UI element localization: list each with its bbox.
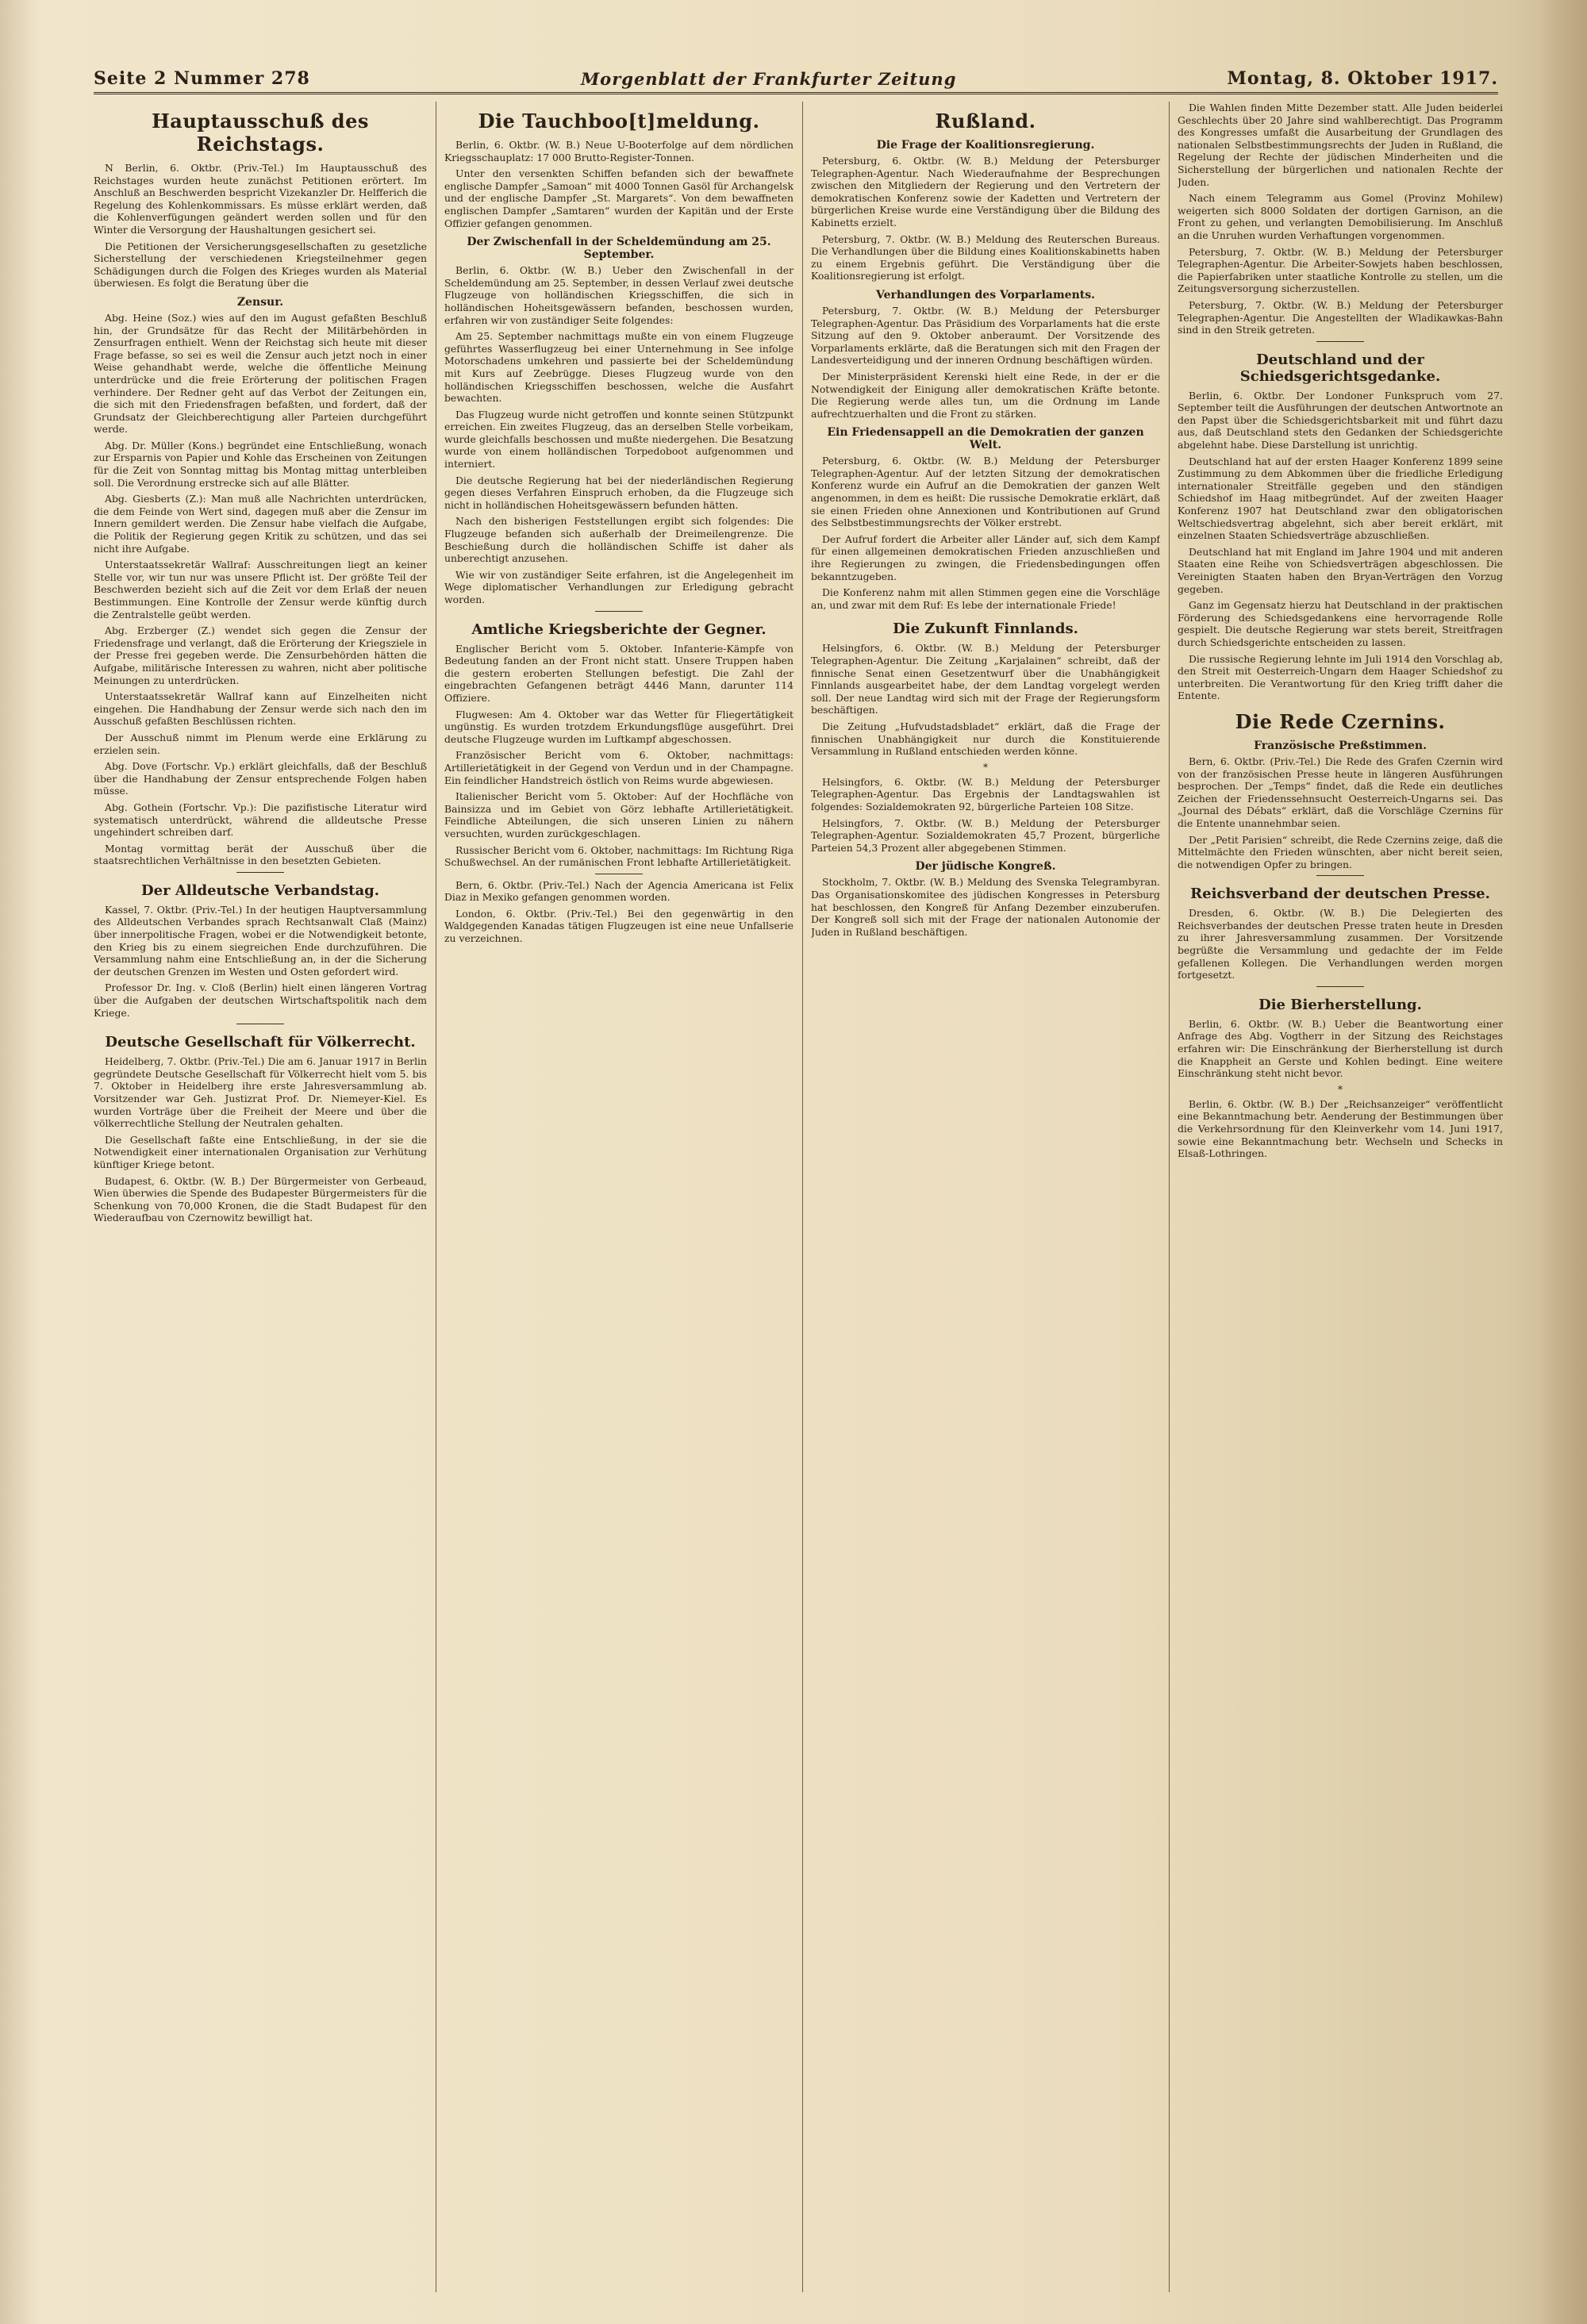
article-paragraph: London, 6. Oktbr. (Priv.-Tel.) Bei den gegenwärtig in den Waldgegenden Kanadas tätigen Flugzeugen ist eine neue Unfallserie zu verzeichnen. [444, 907, 794, 945]
article-paragraph: Petersburg, 7. Oktbr. (W. B.) Meldung des Reuterschen Bureaus. Die Verhandlungen über die Bildung eines Koalitionskabinetts haben zu einem Ergebnis geführt. Die Verständigung über die Koalitionsregierung ist erfolgt. [811, 232, 1160, 282]
article-paragraph: Helsingfors, 7. Oktbr. (W. B.) Meldung der Petersburger Telegraphen-Agentur. Sozialdemokraten 45,7 Prozent, bürgerliche Parteien 54,3 Prozent aller abgegebenen Stimmen. [811, 816, 1160, 854]
section-subheading: Die Frage der Koalitionsregierung. [876, 139, 1095, 152]
article-paragraph: Die Zeitung „Hufvudstadsbladet“ erklärt, daß die Frage der finnischen Unabhängigkeit nur durch die Konstituierende Versammlung in Rußland entschieden werden könne. [811, 720, 1160, 758]
article-paragraph: Die Konferenz nahm mit allen Stimmen gegen eine die Vorschläge an, und zwar mit dem Ruf: Es lebe der internationale Friede! [811, 586, 1160, 611]
article-headline: Die Tauchboo[t]meldung. [478, 109, 760, 133]
page-shadow-right [1539, 0, 1587, 2324]
article-paragraph: Unterstaatssekretär Wallraf: Ausschreitungen liegt an keiner Stelle vor, wir tun nur was unsere Pflicht ist. Der größte Teil der Beschwerden bezieht sich auf die Zeit vor dem Erlaß der neuen Bestimmungen. Eine Kontrolle der Zensur werde künftig durch die Zentralstelle geübt werden. [94, 559, 427, 620]
section-subheading: Verhandlungen des Vorparlaments. [876, 288, 1095, 302]
section-ornament: * [983, 761, 988, 773]
article-paragraph: Unterstaatssekretär Wallraf kann auf Einzelheiten nicht eingehen. Die Handhabung der Zensur werde sich nach den im Ausschuß gefaßten Beschlüssen richten. [94, 690, 427, 728]
article-paragraph: N Berlin, 6. Oktbr. (Priv.-Tel.) Im Hauptausschuß des Reichstages wurden heute zunächst Petitionen erörtert. Im Anschluß an Beschwerden bespricht Vizekanzler Dr. Helfferich die Regelung des Kohlenkommissars. Es müsse erklärt werden, daß die Kohlenverfügungen geändert werden sollen und für den Winter die Versorgung der Haushaltungen gesichert sei. [94, 162, 427, 236]
page-shadow-left [0, 0, 40, 2324]
column-4 [1178, 102, 1503, 2300]
section-subheading: Der Zwischenfall in der Scheldemündung am 25. September. [467, 236, 771, 262]
section-subheading: Ein Friedensappell an die Demokratien der ganzen Welt. [827, 426, 1144, 452]
article-paragraph: Nach den bisherigen Feststellungen ergibt sich folgendes: Die Flugzeuge befanden sich außerhalb der Dreimeilengrenze. Die Beschießung durch die holländischen Schiffe ist daher als unberechtigt anzusehen. [444, 515, 794, 565]
article-headline: Die Bierherstellung. [1258, 996, 1422, 1013]
article-headline: Reichsverband der deutschen Presse. [1190, 885, 1490, 903]
article-headline: Deutsche Gesellschaft für Völkerrecht. [105, 1034, 416, 1051]
article-headline: Hauptausschuß des Reichstags. [152, 109, 369, 156]
article-paragraph: Berlin, 6. Oktbr. (W. B.) Neue U-Booterfolge auf dem nördlichen Kriegsschauplatz: 17 000 Brutto-Register-Tonnen. [444, 139, 794, 163]
divider [1316, 986, 1364, 987]
article-paragraph: Helsingfors, 6. Oktbr. (W. B.) Meldung der Petersburger Telegraphen-Agentur. Die Zeitung „Karjalainen“ schreibt, daß der finnische Senat einen Gesetzentwurf über die Unabhängigkeit Finnlands ausgearbeitet habe, der dem Landtag vorgelegt werden soll. Der neue Landtag wird sich mit der Frage der Regierungsform beschäftigen. [811, 642, 1160, 716]
divider [595, 611, 643, 612]
article-paragraph: Professor Dr. Ing. v. Cloß (Berlin) hielt einen längeren Vortrag über die Aufgaben der deutschen Wirtschaftspolitik nach dem Kriege. [94, 981, 427, 1019]
article-paragraph: Abg. Gothein (Fortschr. Vp.): Die pazifistische Literatur wird systematisch unterdrückt, während die alldeutsche Presse ungehindert schreiben darf. [94, 801, 427, 839]
column-2 [444, 102, 794, 2300]
article-paragraph: Stockholm, 7. Oktbr. (W. B.) Meldung des Svenska Telegrambyran. Das Organisationskomitee des jüdischen Kongresses in Petersburg hat beschlossen, den Kongreß für Anfang Dezember einzuberufen. Der Kongreß soll sich mit der Frage der nationalen Autonomie der Juden in Rußland beschäftigen. [811, 876, 1160, 938]
article-paragraph: Französischer Bericht vom 6. Oktober, nachmittags: Artillerietätigkeit in der Gegend von Verdun und in der Champagne. Ein feindlicher Handstreich östlich von Reims wurde abgewiesen. [444, 749, 794, 786]
article-paragraph: Heidelberg, 7. Oktbr. (Priv.-Tel.) Die am 6. Januar 1917 in Berlin gegründete Deutsche Gesellschaft für Völkerrecht hielt vom 5. bis 7. Oktober in Heidelberg ihre erste Jahresversammlung ab. Vorsitzender war Geh. Justizrat Prof. Dr. Niemeyer-Kiel. Es wurden Vorträge über die Freiheit der Meere und über die völkerrechtliche Stellung der Neutralen gehalten. [94, 1055, 427, 1130]
article-headline: Der Alldeutsche Verbandstag. [141, 882, 379, 899]
column-rule [1169, 102, 1170, 2292]
article-paragraph: Die Petitionen der Versicherungsgesellschaften zu gesetzliche Sicherstellung der verschiedenen Kriegsteilnehmer gegen Schädigungen durch die Folgen des Krieges wurden als Material überwiesen. Es folgt die Beratung über die [94, 240, 427, 290]
column-rule [802, 102, 803, 2292]
section-subheading: Französische Preßstimmen. [1254, 739, 1427, 752]
section-ornament: * [1338, 1083, 1343, 1095]
article-paragraph: Der Ministerpräsident Kerenski hielt eine Rede, in der er die Notwendigkeit der Einigung aller demokratischen Kräfte betonte. Die Regierung werde alles tun, um die Ordnung im Lande aufrechtzuerhalten und die Front zu stärken. [811, 370, 1160, 420]
article-paragraph: Das Flugzeug wurde nicht getroffen und konnte seinen Stützpunkt erreichen. Ein zweites Flugzeug, das an derselben Stelle vorbeikam, wurde gleichfalls beschossen und mußte niedergehen. Die Besatzung wurde von einem holländischen Torpedoboot aufgenommen und interniert. [444, 408, 794, 471]
issue-date: Montag, 8. Oktober 1917. [1227, 68, 1498, 89]
article-paragraph: Abg. Dove (Fortschr. Vp.) erklärt gleichfalls, daß der Beschluß über die Handhabung der Zensur entsprechende Folgen haben müsse. [94, 760, 427, 797]
article-paragraph: Der Ausschuß nimmt im Plenum werde eine Erklärung zu erzielen sein. [94, 731, 427, 756]
article-paragraph: Ganz im Gegensatz hierzu hat Deutschland in der praktischen Förderung des Schiedsgedankens eine hervorragende Rolle gespielt. Die deutsche Regierung war stets bereit, Streitfragen durch Schiedsgerichte entscheiden zu lassen. [1178, 599, 1503, 648]
article-paragraph: Petersburg, 6. Oktbr. (W. B.) Meldung der Petersburger Telegraphen-Agentur. Auf der letzten Sitzung der demokratischen Konferenz wurde ein Aufruf an die Demokratien der ganzen Welt angenommen, in dem es heißt: Die russische Demokratie erklärt, daß sie einen Frieden ohne Annexionen und Kontributionen auf Grund des Selbstbestimmungsrechts der Völker erstrebt. [811, 455, 1160, 529]
article-paragraph: Die russische Regierung lehnte im Juli 1914 den Vorschlag ab, den Streit mit Oesterreich-Ungarn dem Haager Schiedshof zu unterbreiten. Die Verantwortung für den Krieg trifft daher die Entente. [1178, 652, 1503, 702]
article-paragraph: Berlin, 6. Oktbr. (W. B.) Der „Reichsanzeiger“ veröffentlicht eine Bekanntmachung betr. Aenderung der Bestimmungen über die Verkehrsordnung für den Kleinverkehr vom 14. Juni 1917, sowie eine Bekanntmachung betr. Wechseln und Schecks in Elsaß-Lothringen. [1178, 1097, 1503, 1160]
article-paragraph: Der Aufruf fordert die Arbeiter aller Länder auf, sich dem Kampf für einen allgemeinen demokratischen Frieden anzuschließen und ihre Regierungen zu zwingen, die Friedensbedingungen offen bekanntzugeben. [811, 532, 1160, 582]
article-paragraph: Bern, 6. Oktbr. (Priv.-Tel.) Die Rede des Grafen Czernin wird von der französischen Presse heute in längeren Ausführungen besprochen. Der „Temps“ findet, daß die Rede ein deutliches Zeichen der Friedenssehnsucht Oesterreich-Ungarns sei. Das „Journal des Débats“ erklärt, daß die Vorschläge Czernins für die Entente unannehmbar seien. [1178, 755, 1503, 829]
article-paragraph: Kassel, 7. Oktbr. (Priv.-Tel.) In der heutigen Hauptversammlung des Alldeutschen Verbandes sprach Rechtsanwalt Claß (Mainz) über innerpolitische Fragen, wobei er die Notwendigkeit betonte, den Krieg bis zu einem siegreichen Ende durchzuführen. Die Versammlung nahm eine Entschließung an, in der die Sicherung der deutschen Grenzen im Westen und Osten gefordert wird. [94, 903, 427, 978]
column-3 [811, 102, 1160, 2300]
article-paragraph: Nach einem Telegramm aus Gomel (Provinz Mohilew) weigerten sich 8000 Soldaten der dortigen Garnison, an die Front zu gehen, und verlangten Demobilisierung. Im Anschluß an die Unruhen wurden Verhaftungen vorgenommen. [1178, 192, 1503, 241]
article-paragraph: Die Wahlen finden Mitte Dezember statt. Alle Juden beiderlei Geschlechts über 20 Jahre sind wahlberechtigt. Das Programm des Kongresses umfaßt die Ausarbeitung der Grundlagen des nationalen Selbstbestimmungsrechts der Juden in Rußland, die Regelung der Rechte der jüdischen Minderheiten und die Sicherstellung der bürgerlichen und nationalen Rechte der Juden. [1178, 102, 1503, 188]
article-paragraph: Budapest, 6. Oktbr. (W. B.) Der Bürgermeister von Gerbeaud, Wien überwies die Spende des Budapester Bürgermeisters für die Schenkung von 70,000 Kronen, die die Stadt Budapest für den Wiederaufbau von Czernowitz bewilligt hat. [94, 1174, 427, 1224]
article-paragraph: Deutschland hat mit England im Jahre 1904 und mit anderen Staaten eine Reihe von Schiedsverträgen abgeschlossen. Die Vereinigten Staaten haben den Bryan-Verträgen den Vorzug gegeben. [1178, 545, 1503, 595]
article-paragraph: Abg. Erzberger (Z.) wendet sich gegen die Zensur der Friedensfrage und verlangt, daß die Erörterung der Kriegsziele in der Presse frei gegeben werde. Die Zensurbehörden hätten die Aufgabe, militärische Interessen zu wahren, nicht aber politische Meinungen zu unterdrücken. [94, 624, 427, 686]
article-paragraph: Bern, 6. Oktbr. (Priv.-Tel.) Nach der Agencia Americana ist Felix Diaz in Mexiko gefangen genommen worden. [444, 878, 794, 904]
section-subheading: Zensur. [236, 295, 284, 309]
section-subheading: Der jüdische Kongreß. [915, 860, 1056, 874]
article-headline: Rußland. [935, 109, 1036, 133]
article-headline: Die Rede Czernins. [1235, 709, 1446, 733]
article-paragraph: Berlin, 6. Oktbr. (W. B.) Ueber den Zwischenfall in der Scheldemündung am 25. September, in dessen Verlauf zwei deutsche Flugzeuge von holländischen Kriegsschiffen, die sich in holländischen Hoheitsgewässern befanden, beschossen wurden, erfahren wir von zuständiger Seite folgendes: [444, 264, 794, 326]
article-headline: Die Zukunft Finnlands. [893, 620, 1078, 638]
divider [1316, 875, 1364, 876]
column-1 [94, 102, 427, 2300]
article-headline: Deutschland und der Schiedsgerichtsgedanke. [1239, 351, 1441, 385]
article-paragraph: Petersburg, 6. Oktbr. (W. B.) Meldung der Petersburger Telegraphen-Agentur. Nach Wiederaufnahme der Besprechungen zwischen den Mitgliedern der Regierung und den Vertretern der demokratischen Konferenz sowie der Kadetten und Vertretern der bürgerlichen Kreise wurde eine Verständigung über die Bildung des Kabinetts erzielt. [811, 155, 1160, 229]
article-paragraph: Helsingfors, 6. Oktbr. (W. B.) Meldung der Petersburger Telegraphen-Agentur. Das Ergebnis der Landtagswahlen ist folgendes: Sozialdemokraten 92, bürgerliche Parteien 108 Sitze. [811, 775, 1160, 812]
article-paragraph: Englischer Bericht vom 5. Oktober. Infanterie-Kämpfe von Bedeutung fanden an der Front nicht statt. Unsere Truppen haben die gestern eroberten Stellungen befestigt. Die Zahl der eingebrachten Gefangenen beträgt 4446 Mann, darunter 114 Offiziere. [444, 642, 794, 704]
article-paragraph: Petersburg, 7. Oktbr. (W. B.) Meldung der Petersburger Telegraphen-Agentur. Das Präsidium des Vorparlaments hat die erste Sitzung auf den 9. Oktober anberaumt. Der Vorsitzende des Vorparlaments erklärte, daß die Beratungen sich mit den Fragen der Landesverteidigung und der inneren Ordnung beschäftigen würden. [811, 304, 1160, 367]
article-headline: Amtliche Kriegsberichte der Gegner. [471, 620, 767, 638]
article-paragraph: Dresden, 6. Oktbr. (W. B.) Die Delegierten des Reichsverbandes der deutschen Presse traten heute in Dresden zu ihrer Jahresversammlung zusammen. Der Vorsitzende begrüßte die Versammlung und gedachte der im Felde gefallenen Kollegen. Die Verhandlungen werden morgen fortgesetzt. [1178, 907, 1503, 981]
article-paragraph: Am 25. September nachmittags mußte ein von einem Flugzeuge geführtes Wasserflugzeug bei einer Unternehmung in See infolge Motorschadens umkehren und passierte bei der Scheldemündung mit Kurs auf Zeebrügge. Dieses Flugzeug wurde von den holländischen Kriegsschiffen beschossen, welche die Ausfahrt bewachten. [444, 330, 794, 405]
article-paragraph: Abg. Giesberts (Z.): Man muß alle Nachrichten unterdrücken, die dem Feinde von Wert sind, dagegen muß aber die Zensur im Innern gemildert werden. Die Zensur habe vielfach die Aufgabe, die Politik der Regierung gegen Kritik zu schützen, und das sei nicht ihre Aufgabe. [94, 493, 427, 555]
article-paragraph: Die deutsche Regierung hat bei der niederländischen Regierung gegen dieses Verfahren Einspruch erhoben, da die Flugzeuge sich nicht in holländischen Hoheitsgewässern befunden hätten. [444, 474, 794, 511]
masthead: Morgenblatt der Frankfurter Zeitung [580, 69, 957, 89]
article-paragraph: Berlin, 6. Oktbr. (W. B.) Ueber die Beantwortung einer Anfrage des Abg. Vogtherr in der Sitzung des Reichstages erfahren wir: Die Einschränkung der Bierherstellung ist durch die Knappheit an Gerste und Kohlen bedingt. Eine weitere Einschränkung steht nicht bevor. [1178, 1017, 1503, 1080]
article-paragraph: Unter den versenkten Schiffen befanden sich der bewaffnete englische Dampfer „Samoan“ mit 4000 Tonnen Gasöl für Archangelsk und der englische Dampfer „St. Margarets“. Von dem bewaffneten englischen Dampfer „Samtaren“ wurden der Kapitän und der Erste Offizier gefangen genommen. [444, 167, 794, 229]
page-number: Seite 2 Nummer 278 [94, 68, 310, 89]
article-paragraph: Montag vormittag berät der Ausschuß über die staatsrechtlichen Verhältnisse in den besetzten Gebieten. [94, 842, 427, 867]
article-paragraph: Wie wir von zuständiger Seite erfahren, ist die Angelegenheit im Wege diplomatischer Verhandlungen zur Erledigung gebracht worden. [444, 568, 794, 605]
article-paragraph: Die Gesellschaft faßte eine Entschließung, in der sie die Notwendigkeit einer internationalen Organisation zur Verhütung künftiger Kriege betont. [94, 1133, 427, 1170]
article-paragraph: Deutschland hat auf der ersten Haager Konferenz 1899 seine Zustimmung zu dem Abkommen über die friedliche Erledigung internationaler Streitfälle gegeben und den ständigen Schiedshof im Haag mitbegründet. Auf der zweiten Haager Konferenz 1907 hat Deutschland zwar den obligatorischen Weltschiedsvertrag abgelehnt, sich aber bereit erklärt, mit einzelnen Staaten Schiedsverträge abzuschließen. [1178, 455, 1503, 542]
article-paragraph: Berlin, 6. Oktbr. Der Londoner Funkspruch vom 27. September teilt die Ausführungen der deutschen Antwortnote an den Papst über die Schiedsgerichtsbarkeit mit und führt dazu aus, daß Deutschland stets den Gedanken der Schiedsgerichte abgelehnt habe. Diese Darstellung ist unrichtig. [1178, 389, 1503, 451]
article-paragraph: Petersburg, 7. Oktbr. (W. B.) Meldung der Petersburger Telegraphen-Agentur. Die Angestellten der Wladikawkas-Bahn sind in den Streik getreten. [1178, 298, 1503, 336]
article-paragraph: Abg. Dr. Müller (Kons.) begründet eine Entschließung, wonach zur Ersparnis von Papier und Kohle das Erscheinen von Zeitungen für die Zeit von Sonntag mittag bis Montag mittag unterbleiben soll. Die Verordnung erstrecke sich auf alle Blätter. [94, 439, 427, 489]
article-paragraph: Petersburg, 7. Oktbr. (W. B.) Meldung der Petersburger Telegraphen-Agentur. Die Arbeiter-Sowjets haben beschlossen, die Papierfabriken unter staatliche Kontrolle zu stellen, um die Zeitungsversorgung sicherzustellen. [1178, 245, 1503, 295]
article-paragraph: Der „Petit Parisien“ schreibt, die Rede Czernins zeige, daß die Mittelmächte den Frieden wünschten, aber nicht bereit seien, die notwendigen Opfer zu bringen. [1178, 833, 1503, 870]
page-header [94, 63, 1498, 94]
article-paragraph: Russischer Bericht vom 6. Oktober, nachmittags: Im Richtung Riga Schußwechsel. An der rumänischen Front lebhafte Artillerietätigkeit. [444, 843, 794, 869]
article-paragraph: Flugwesen: Am 4. Oktober war das Wetter für Fliegertätigkeit ungünstig. Es wurden trotzdem Erkundungsflüge ausgeführt. Drei deutsche Flugzeuge wurden im Luftkampf abgeschossen. [444, 708, 794, 745]
article-paragraph: Italienischer Bericht vom 5. Oktober: Auf der Hochfläche von Bainsizza und im Gebiet von Görz lebhafte Artillerietätigkeit. Feindliche Abteilungen, die sich unseren Linien zu nähern versuchten, wurden zurückgeschlagen. [444, 790, 794, 839]
divider [236, 872, 284, 873]
divider [1316, 341, 1364, 342]
article-paragraph: Abg. Heine (Soz.) wies auf den im August gefaßten Beschluß hin, der Grundsätze für das Recht der Militärbehörden in Zensurfragen enthielt. Wenn der Reichstag sich heute mit dieser Frage befasse, so sei es weil die Zensur auch jetzt noch in einer Weise gehandhabt werde, welche die öffentliche Meinung unterdrücke und die freie Erörterung der politischen Fragen verhindere. Der Redner geht auf das Verbot der Zeitungen ein, die sich mit den Friedensfragen befaßten, und fordert, daß der Grundsatz der Gleichberechtigung aller Parteien durchgeführt werde. [94, 311, 427, 436]
